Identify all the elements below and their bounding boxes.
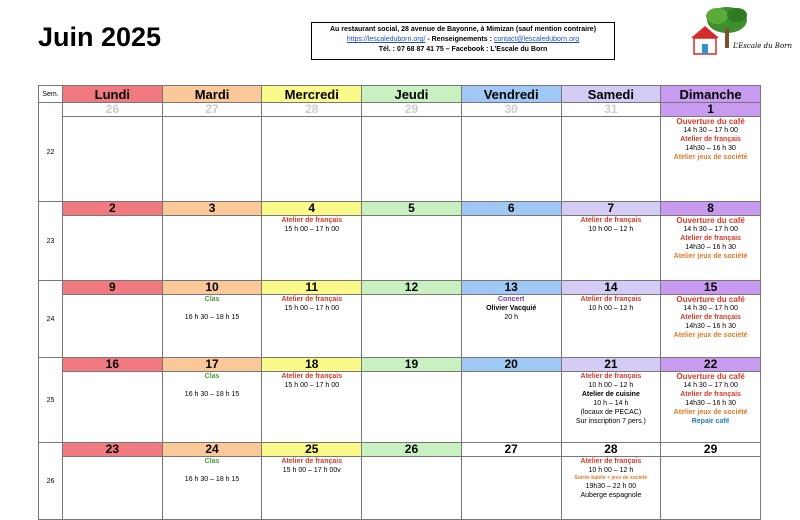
date-number: 19	[362, 358, 462, 372]
event-line: Sur inscription 7 pers.)	[575, 418, 646, 425]
date-number: 8	[661, 202, 761, 216]
event-line: Atelier de français	[580, 296, 642, 303]
event-line	[163, 381, 262, 390]
event-line: 14h30 – 16 h 30	[685, 400, 736, 407]
event-line: Atelier de français	[580, 373, 642, 380]
day-cell[interactable]	[362, 117, 462, 202]
day-header: Mercredi	[262, 86, 362, 103]
event-line: Ouverture du café	[676, 216, 745, 225]
date-number-row	[39, 103, 761, 117]
day-cell[interactable]	[63, 457, 163, 520]
date-number: 13	[461, 281, 561, 295]
event-line: Repair café	[691, 418, 730, 425]
event-line: Concert	[497, 296, 525, 303]
date-number-row	[39, 202, 761, 216]
day-header: Vendredi	[461, 86, 561, 103]
house-tree-logo-icon	[685, 4, 793, 64]
website-link[interactable]: https://lescaleduborn.org/	[346, 36, 426, 43]
date-number: 24	[162, 443, 262, 457]
date-number: 27	[162, 103, 262, 117]
date-number: 23	[63, 443, 163, 457]
event-line: 16 h 30 – 18 h 15	[184, 314, 240, 321]
date-number: 29	[362, 103, 462, 117]
day-cell[interactable]	[461, 117, 561, 202]
event-line: Atelier jeux de société	[673, 332, 748, 339]
day-cell[interactable]	[63, 295, 163, 358]
week-number: 25	[39, 358, 63, 443]
day-cell[interactable]	[561, 457, 661, 520]
event-line: 14 h 30 – 17 h 00	[683, 127, 738, 134]
email-link[interactable]: contact@lescaleduborn.org	[493, 36, 580, 43]
event-line: Atelier de français	[281, 217, 343, 224]
week-number: 23	[39, 202, 63, 281]
event-line: Ouverture du café	[676, 117, 745, 126]
event-line: 20 h	[504, 314, 518, 321]
day-cell[interactable]	[162, 457, 262, 520]
day-cell[interactable]	[362, 295, 462, 358]
day-cell[interactable]	[661, 457, 761, 520]
calendar-table	[38, 85, 761, 520]
event-line: Atelier de français	[580, 458, 642, 465]
date-number: 15	[661, 281, 761, 295]
event-line: Clas	[204, 458, 220, 465]
week-header: Sem.	[39, 86, 63, 103]
event-line: Atelier de français	[680, 391, 741, 398]
day-cell[interactable]	[262, 457, 362, 520]
day-cell[interactable]	[561, 295, 661, 358]
date-number: 10	[162, 281, 262, 295]
event-line: 10 h 00 – 12 h	[588, 382, 634, 389]
event-line: Atelier de français	[680, 136, 741, 143]
event-line: 14 h 30 – 17 h 00	[683, 226, 738, 233]
event-line: Auberge espagnole	[580, 492, 642, 499]
day-cell[interactable]	[262, 216, 362, 281]
week-number: 22	[39, 103, 63, 202]
day-cell[interactable]	[63, 216, 163, 281]
event-line: Olivier Vacquié	[486, 305, 537, 312]
event-line: Atelier jeux de société	[673, 253, 748, 260]
week-number: 26	[39, 443, 63, 520]
day-cell[interactable]	[561, 372, 661, 443]
event-line	[163, 466, 262, 475]
day-cell[interactable]	[461, 372, 561, 443]
date-number: 9	[63, 281, 163, 295]
day-cell[interactable]	[561, 216, 661, 281]
day-cell[interactable]	[362, 457, 462, 520]
event-line: Atelier de cuisine	[581, 391, 640, 398]
event-line: 16 h 30 – 18 h 15	[184, 476, 240, 483]
date-number: 27	[461, 443, 561, 457]
event-line: 10 h 00 – 12 h	[588, 226, 634, 233]
event-line: 10 h – 14 h	[593, 400, 629, 407]
event-line: 14h30 – 16 h 30	[685, 244, 736, 251]
event-line: 14 h 30 – 17 h 00	[683, 382, 738, 389]
event-line: Atelier de français	[281, 296, 343, 303]
day-cell[interactable]	[661, 216, 761, 281]
date-number: 17	[162, 358, 262, 372]
date-number: 28	[561, 443, 661, 457]
event-line: Atelier de français	[580, 217, 642, 224]
date-number: 20	[461, 358, 561, 372]
info-phone: Tél. : 07 68 87 41 75 – Facebook : L’Escale du Born	[378, 46, 548, 53]
date-number: 1	[661, 103, 761, 117]
date-number: 30	[461, 103, 561, 117]
event-line: 15 h 00 – 17 h 00	[284, 382, 339, 389]
event-line: 15 h 00 – 17 h 00	[284, 305, 339, 312]
event-line: Ouverture du café	[676, 295, 745, 304]
date-number: 2	[63, 202, 163, 216]
day-cell[interactable]	[461, 457, 561, 520]
event-line: Atelier de français	[281, 458, 343, 465]
date-number: 22	[661, 358, 761, 372]
event-line: 10 h 00 – 12 h	[588, 467, 634, 474]
day-header: Mardi	[162, 86, 262, 103]
day-cell[interactable]	[262, 117, 362, 202]
event-line: Atelier de français	[680, 314, 741, 321]
day-header: Samedi	[561, 86, 661, 103]
event-line: 14h30 – 16 h 30	[685, 145, 736, 152]
event-line: Atelier jeux de société	[673, 154, 748, 161]
day-cell[interactable]	[262, 372, 362, 443]
date-number-row	[39, 443, 761, 457]
day-cell[interactable]	[262, 295, 362, 358]
date-number: 28	[262, 103, 362, 117]
info-box	[311, 22, 615, 60]
day-cell[interactable]	[162, 216, 262, 281]
day-content-row	[39, 295, 761, 358]
date-number: 6	[461, 202, 561, 216]
day-cell[interactable]	[362, 372, 462, 443]
day-cell[interactable]	[362, 216, 462, 281]
date-number: 11	[262, 281, 362, 295]
day-cell[interactable]	[561, 117, 661, 202]
day-cell[interactable]	[162, 372, 262, 443]
day-cell[interactable]	[63, 372, 163, 443]
day-cell[interactable]	[661, 372, 761, 443]
event-line: Clas	[204, 296, 220, 303]
date-number: 18	[262, 358, 362, 372]
event-line: 16 h 30 – 18 h 15	[184, 391, 240, 398]
event-line	[163, 304, 262, 313]
day-cell[interactable]	[162, 117, 262, 202]
day-cell[interactable]	[162, 295, 262, 358]
event-line: Ouverture du café	[676, 372, 745, 381]
day-cell[interactable]	[461, 295, 561, 358]
date-number: 26	[63, 103, 163, 117]
event-line: Atelier de français	[281, 373, 343, 380]
day-cell[interactable]	[661, 295, 761, 358]
event-line: Atelier de français	[680, 235, 741, 242]
day-header: Jeudi	[362, 86, 462, 103]
day-content-row	[39, 117, 761, 202]
day-header: Lundi	[63, 86, 163, 103]
event-line: (locaux de PECAC)	[580, 409, 642, 416]
day-cell[interactable]	[63, 117, 163, 202]
date-number-row	[39, 358, 761, 372]
page-title: Juin 2025	[38, 22, 162, 52]
day-content-row	[39, 372, 761, 443]
day-content-row	[39, 216, 761, 281]
event-line: 19h30 – 22 h 00	[585, 483, 637, 490]
date-number: 4	[262, 202, 362, 216]
date-number: 5	[362, 202, 462, 216]
date-number: 25	[262, 443, 362, 457]
logo-text: L’Escale du Born	[733, 42, 793, 50]
date-number: 7	[561, 202, 661, 216]
event-line: Atelier jeux de société	[673, 409, 748, 416]
date-number: 14	[561, 281, 661, 295]
date-number: 21	[561, 358, 661, 372]
date-number: 29	[661, 443, 761, 457]
event-line: 14 h 30 – 17 h 00	[683, 305, 738, 312]
date-number: 12	[362, 281, 462, 295]
event-line: Clas	[204, 373, 220, 380]
day-content-row	[39, 457, 761, 520]
week-number: 24	[39, 281, 63, 358]
date-number-row	[39, 281, 761, 295]
day-cell[interactable]	[661, 117, 761, 202]
date-number: 26	[362, 443, 462, 457]
event-line: 15 h 00 – 17 h 00v	[282, 467, 341, 474]
date-number: 31	[561, 103, 661, 117]
event-line: 10 h 00 – 12 h	[588, 305, 634, 312]
calendar-header-row	[39, 86, 761, 103]
day-cell[interactable]	[461, 216, 561, 281]
info-contacts	[312, 35, 614, 45]
event-line: 14h30 – 16 h 30	[685, 323, 736, 330]
info-address: Au restaurant social, 28 avenue de Bayonne, à Mimizan (sauf mention contraire)	[329, 26, 597, 33]
day-header: Dimanche	[661, 86, 761, 103]
date-number: 3	[162, 202, 262, 216]
info-separator: - Renseignements :	[425, 36, 494, 43]
event-line: Soirée batéle + jeux de société	[574, 475, 648, 481]
event-line: 15 h 00 – 17 h 00	[284, 226, 339, 233]
date-number: 16	[63, 358, 163, 372]
